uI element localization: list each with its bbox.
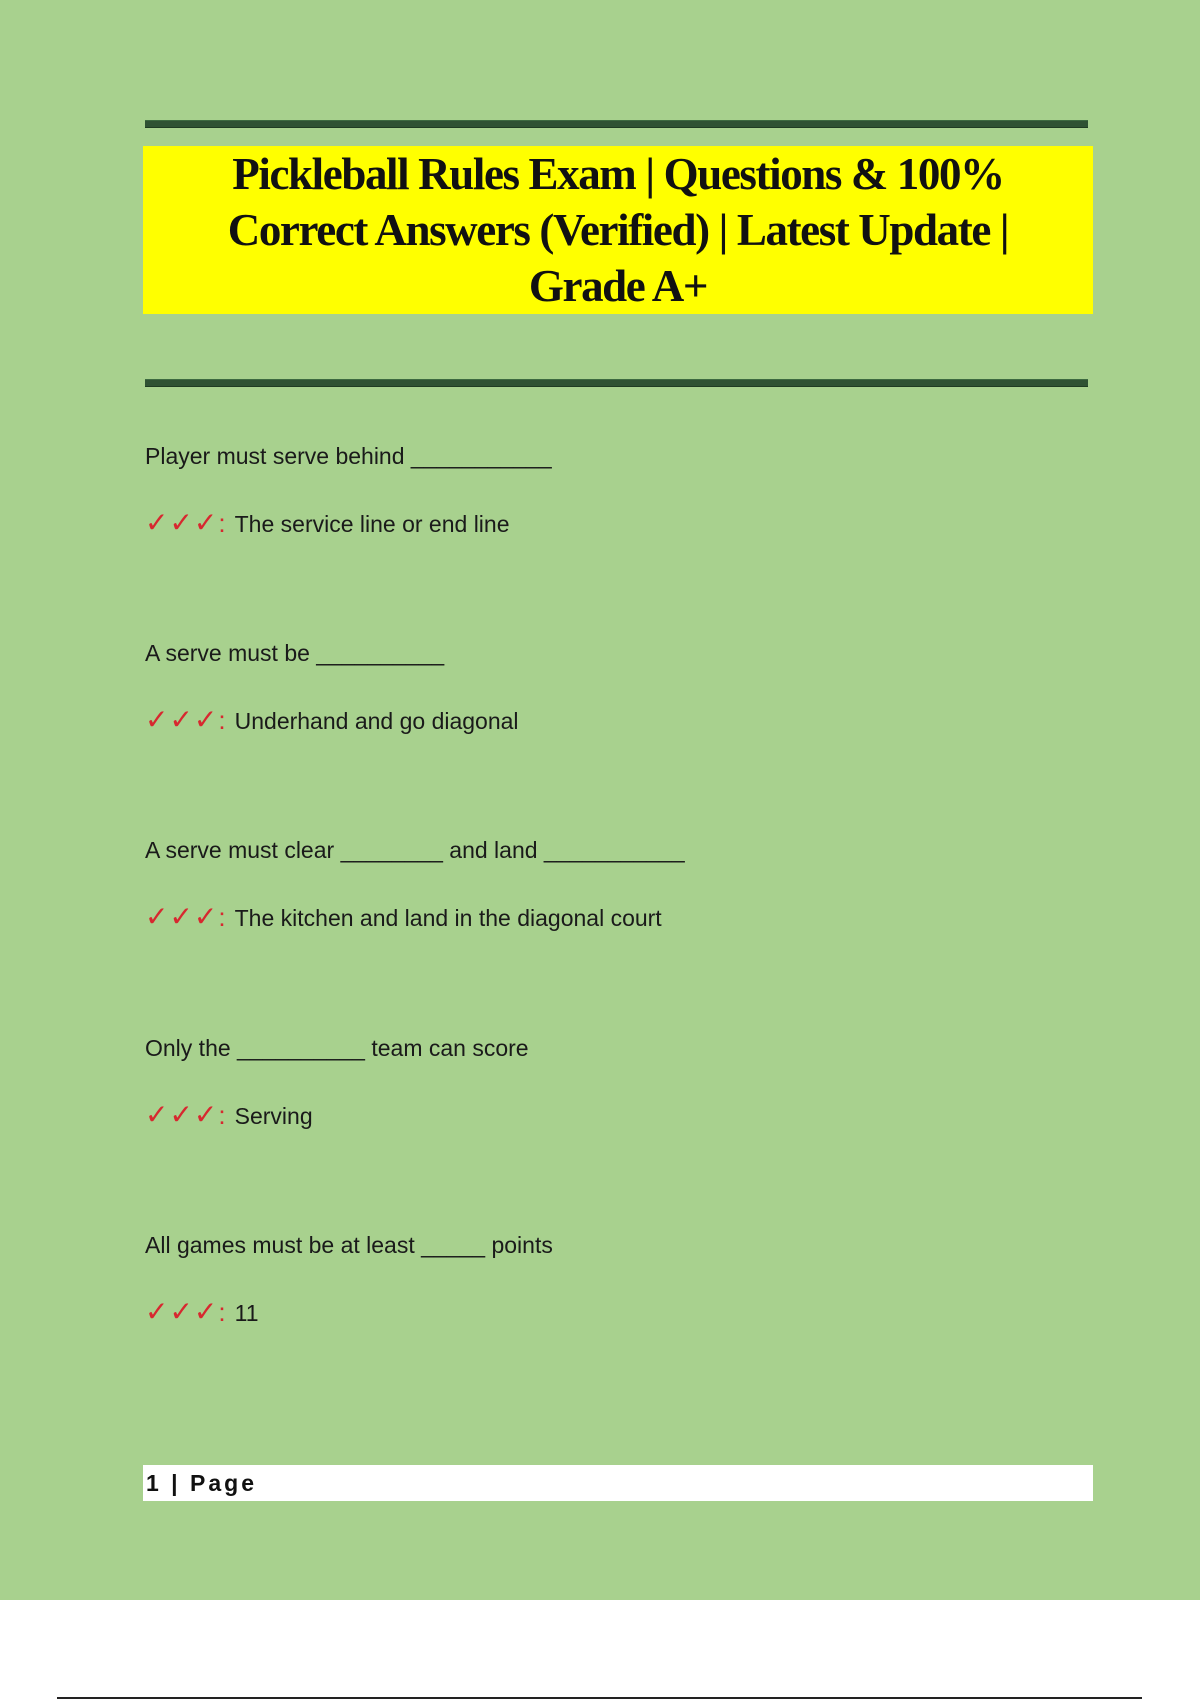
answer-text: Underhand and go diagonal <box>234 708 519 734</box>
check-mark-icon: ✓✓✓ <box>145 900 219 933</box>
page-divider <box>57 1697 1142 1699</box>
document-title: Pickleball Rules Exam | Questions & 100% Correct Answers (Verified) | Latest Update | Grade A+ <box>227 149 1009 311</box>
question-text: A serve must clear ________ and land ___________ <box>145 837 685 863</box>
answer-text: Serving <box>234 1103 313 1129</box>
question-text: Player must serve behind ___________ <box>145 443 552 469</box>
answer-text: The service line or end line <box>234 511 510 537</box>
qa-item-4 <box>145 1034 1045 1130</box>
qa-item-1 <box>145 442 1045 538</box>
check-mark-icon: ✓✓✓ <box>145 506 219 539</box>
answer-row: ✓✓✓ : The service line or end line <box>145 506 510 539</box>
qa-item-5 <box>145 1231 1045 1327</box>
check-mark-icon: ✓✓✓ <box>145 1098 219 1131</box>
page-footer <box>143 1465 1093 1501</box>
qa-item-2 <box>145 639 1045 735</box>
answer-row: ✓✓✓ : Serving <box>145 1098 313 1131</box>
answer-text: 11 <box>234 1300 259 1326</box>
check-mark-icon: ✓✓✓ <box>145 703 219 736</box>
title-highlight-box <box>143 146 1093 314</box>
header-top-rule <box>145 120 1088 128</box>
question-text: Only the __________ team can score <box>145 1035 529 1061</box>
header-bottom-rule <box>145 379 1088 387</box>
answer-row: ✓✓✓ : 11 <box>145 1295 259 1328</box>
check-mark-icon: ✓✓✓ <box>145 1295 219 1328</box>
answer-text: The kitchen and land in the diagonal court <box>234 905 662 931</box>
page-number: 1 | Page <box>146 1469 257 1496</box>
answer-row: ✓✓✓ : Underhand and go diagonal <box>145 703 519 736</box>
qa-item-3 <box>145 836 1045 932</box>
question-text: A serve must be __________ <box>145 640 445 666</box>
answer-row: ✓✓✓ : The kitchen and land in the diagonal court <box>145 900 662 933</box>
question-text: All games must be at least _____ points <box>145 1232 553 1258</box>
